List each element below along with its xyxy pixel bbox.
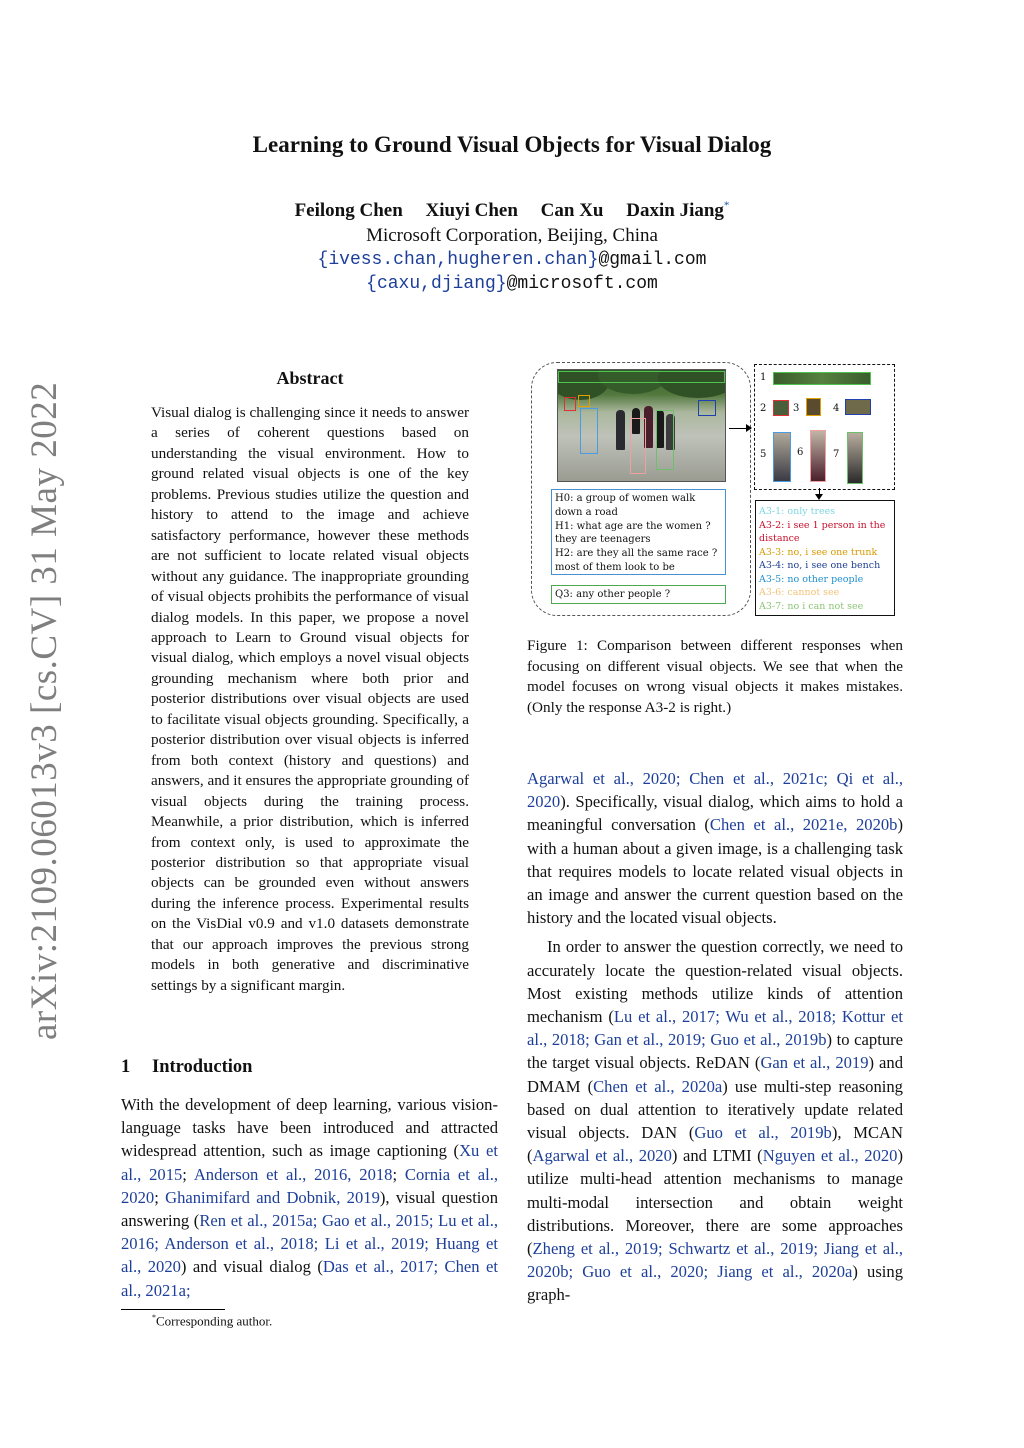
- citation-link[interactable]: Chen et al., 2020a: [593, 1076, 723, 1096]
- street-photo: [557, 369, 726, 482]
- citation-link[interactable]: Chen et al., 2021e, 2020b: [709, 815, 898, 835]
- object-crop: [773, 400, 789, 416]
- arrowhead-icon: [746, 424, 752, 432]
- corresponding-mark: *: [723, 200, 730, 212]
- body-text: ;: [182, 1164, 194, 1184]
- body-text: With the development of deep learning, various vision-language tasks have been introduced and attracted widespread attention, such as image captioning (: [121, 1095, 498, 1161]
- paper-title: Learning to Ground Visual Objects for Visual Dialog: [252, 132, 772, 157]
- footnote: *Corresponding author.: [152, 1313, 273, 1329]
- body-text: ) use multi-step reasoning based on dual attention to iteratively update related visual objects. DAN (: [527, 1076, 903, 1143]
- answer-line: A3-2: i see 1 person in the distance: [759, 519, 886, 544]
- object-crop: [845, 399, 871, 415]
- citation-link[interactable]: Guo et al., 2019b: [694, 1123, 832, 1143]
- author-name: Xiuyi Chen: [425, 200, 518, 222]
- citation-link[interactable]: Zheng et al., 2019; Schwartz et al., 2019; Jiang et al., 2020b; Guo et al., 2020; Jiang et al., 2020a: [527, 1239, 903, 1282]
- body-text: ), visual question answering (: [121, 1187, 499, 1231]
- citation-link[interactable]: Xu et al., 2015: [121, 1141, 498, 1184]
- citation-link[interactable]: Ren et al., 2015a; Gao et al., 2015; Lu et al., 2016; Anderson et al., 2018; Li et al., 2019; Huang et al., 2020: [121, 1211, 498, 1277]
- citation-link[interactable]: Ghanimifard and Dobnik, 2019: [165, 1187, 380, 1207]
- citation-link[interactable]: Agarwal et al., 2020: [532, 1146, 672, 1166]
- object-number: 7: [833, 449, 840, 460]
- body-text: ) and LTMI (: [671, 1146, 763, 1166]
- footnote-rule: [121, 1309, 225, 1310]
- section-number: 1: [121, 1057, 131, 1077]
- object-number: 6: [797, 447, 804, 458]
- body-text: ) utilize multi-head attention mechanisms to manage multi-modal intersection and obtain weight distributions. Moreover, there are some approaches (: [527, 1146, 903, 1259]
- citation-link[interactable]: Gan et al., 2019: [760, 1053, 869, 1073]
- answer-line: A3-5: no other people: [759, 573, 864, 585]
- body-text: ) with a human about a given image, is a challenging task that requires models to locate related visual objects in an image and answer the current question based on the history and the located visual objects.: [527, 815, 903, 928]
- history-line: H2: are they all the same race ?: [555, 548, 718, 560]
- object-crop-trees: [773, 372, 871, 385]
- section-heading: [121, 1057, 252, 1078]
- right-column-text: [527, 767, 903, 1307]
- abstract-text: Visual dialog is challenging since it needs to answer a series of coherent questions based on understanding the visual environment. How to ground related visual objects is one of the key problems. Previous studies utilize the question and history to attend to the image and achieve satisfactory performance, however these methods are not sufficient to locate related visual objects without any guidance. The inappropriate grounding of visual objects prohibits the performance of visual dialog models. In this paper, we propose a novel approach to Learn to Ground visual objects for visual dialog, which employs a novel visual objects grounding mechanism where both prior and posterior distributions over visual objects are used to facilitate visual objects grounding. Specifically, a posterior distribution over visual objects is inferred from both context (history and questions) and answers, and it ensures the appropriate grounding of visual objects during the training process. Meanwhile, a prior distribution, which is inferred from context only, is used to approximate the posterior distribution so that appropriate visual objects can be grounded even without answers during the inference process. Experimental results on the VisDial v0.9 and v1.0 datasets demonstrate that our approach improves the previous strong models in both generative and discriminative settings by a significant margin.: [151, 404, 470, 994]
- answers-box: [755, 500, 895, 616]
- affiliation: Microsoft Corporation, Beijing, China: [366, 225, 658, 246]
- history-line: they are teenagers: [555, 534, 651, 546]
- dialog-history-box: [551, 489, 726, 575]
- author-name: Can Xu: [540, 200, 604, 222]
- body-text: ;: [392, 1164, 405, 1184]
- body-text: ;: [154, 1187, 166, 1207]
- citation-link[interactable]: Das et al., 2017; Chen et al., 2021a;: [121, 1257, 499, 1300]
- history-line: most of them look to be: [555, 561, 675, 573]
- citation-link[interactable]: Agarwal et al., 2020; Chen et al., 2021c; Qi et al., 2020: [527, 769, 903, 812]
- email-line: {caxu,djiang}@microsoft.com: [366, 274, 658, 294]
- email-link[interactable]: caxu: [376, 274, 421, 294]
- answer-line: A3-3: no, i see one trunk: [759, 546, 878, 558]
- question-box: Q3: any other people ?: [551, 585, 726, 604]
- body-text: ) using graph-: [527, 1262, 903, 1305]
- paragraph: [527, 935, 903, 1306]
- author-list: [0, 200, 1024, 222]
- answer-line: A3-4: no, i see one bench: [759, 560, 881, 571]
- author-name: [626, 200, 729, 221]
- intro-paragraph: [121, 1093, 498, 1302]
- body-text: ) and DMAM (: [527, 1053, 903, 1096]
- citation-link[interactable]: Nguyen et al., 2020: [762, 1146, 898, 1166]
- email-link[interactable]: hugheren.chan: [447, 250, 588, 270]
- object-number: 2: [760, 403, 767, 414]
- body-text: In order to answer the question correctly, we need to accurately locate the question-related visual objects. Most existing methods utilize kinds of attention mechanism (: [527, 937, 903, 1027]
- arxiv-identifier: arXiv:2109.06013v3 [cs.CV] 31 May 2022: [24, 381, 65, 1040]
- answer-line: A3-1: only trees: [759, 506, 836, 517]
- body-text: ), MCAN (: [527, 1123, 903, 1166]
- object-number: 4: [833, 403, 840, 414]
- object-crop: [810, 430, 826, 482]
- object-number: 1: [760, 372, 767, 383]
- object-number: 5: [760, 449, 767, 460]
- email-link[interactable]: ivess.chan: [328, 250, 437, 270]
- body-text: ). Specifically, visual dialog, which aims to hold a meaningful conversation (: [527, 792, 903, 835]
- abstract-heading: Abstract: [276, 368, 344, 388]
- answer-line: A3-6: cannot see: [759, 587, 840, 598]
- citation-link[interactable]: Lu et al., 2017; Wu et al., 2018; Kottur et al., 2018; Gan et al., 2019; Guo et al., 2019b: [527, 1007, 903, 1050]
- answer-line: A3-7: no i can not see: [759, 600, 864, 612]
- object-crop: [806, 398, 821, 416]
- object-number: 3: [793, 403, 800, 414]
- body-text: ) and visual dialog (: [180, 1257, 323, 1277]
- citation-link[interactable]: Anderson et al., 2016, 2018: [193, 1164, 393, 1184]
- section-title: Introduction: [152, 1057, 253, 1077]
- history-line: H0: a group of women walk down a road: [555, 493, 696, 518]
- citation-link[interactable]: Cornia et al., 2020: [121, 1164, 499, 1207]
- object-crop: [847, 432, 863, 484]
- object-crop: [773, 432, 791, 482]
- body-text: ) to capture the target visual objects. ReDAN (: [527, 1030, 904, 1073]
- paragraph: [527, 767, 903, 929]
- author-name: Feilong Chen: [294, 200, 403, 222]
- figure-1: [527, 360, 905, 620]
- figure-caption: Figure 1: Comparison between different responses when focusing on different visual objects. We see that when the model focuses on wrong visual objects it makes mistakes. (Only the response A3-2 is right.): [527, 637, 903, 716]
- author-name-text: Daxin Jiang: [626, 200, 724, 222]
- email-link[interactable]: djiang: [430, 274, 496, 294]
- email-line: {ivess.chan,hugheren.chan}@gmail.com: [317, 250, 707, 270]
- history-line: H1: what age are the women ?: [555, 520, 711, 532]
